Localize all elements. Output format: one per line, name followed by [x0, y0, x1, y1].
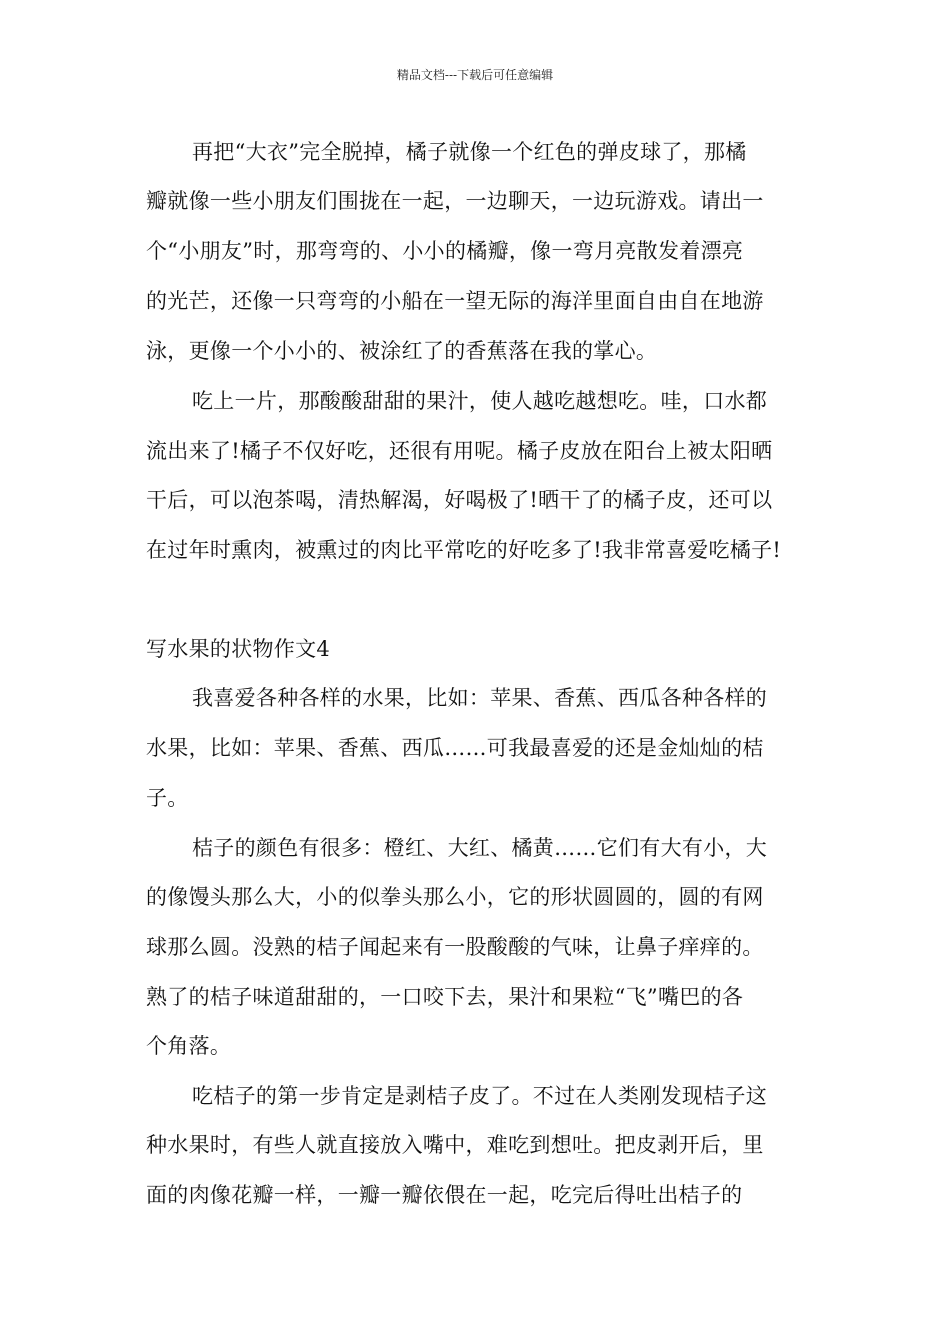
- text-line: 水果，比如：苹果、香蕉、西瓜……可我最喜爱的还是金灿灿的桔: [146, 736, 764, 760]
- text-line: 个角落。: [146, 1034, 232, 1058]
- text-line: 瓣就像一些小朋友们围拢在一起，一边聊天，一边玩游戏。请出一: [146, 189, 764, 213]
- text-line: 的光芒，还像一只弯弯的小船在一望无际的海洋里面自由自在地游: [146, 289, 764, 313]
- text-line: 干后，可以泡茶喝，清热解渴，好喝极了!晒干了的橘子皮，还可以: [146, 488, 773, 512]
- page-header: 精品文档---下载后可任意编辑: [396, 68, 554, 82]
- text-line: 球那么圆。没熟的桔子闻起来有一股酸酸的气味，让鼻子痒痒的。: [146, 935, 764, 959]
- text-line: 的像馒头那么大，小的似拳头那么小，它的形状圆圆的，圆的有网: [146, 885, 764, 909]
- text-line: 面的肉像花瓣一样，一瓣一瓣依偎在一起，吃完后得吐出桔子的: [146, 1183, 743, 1207]
- text-line: 子。: [146, 786, 189, 810]
- text-line: 个“小朋友”时，那弯弯的、小小的橘瓣，像一弯月亮散发着漂亮: [146, 239, 744, 263]
- text-line: 桔子的颜色有很多：橙红、大红、橘黄……它们有大有小，大: [192, 836, 768, 860]
- text-line: 种水果时，有些人就直接放入嘴中，难吃到想吐。把皮剥开后，里: [146, 1133, 764, 1157]
- text-line: 我喜爱各种各样的水果，比如：苹果、香蕉、西瓜各种各样的: [192, 686, 768, 710]
- text-line: 在过年时熏肉，被熏过的肉比平常吃的好吃多了!我非常喜爱吃橘子!: [146, 538, 782, 562]
- text-line: 吃桔子的第一步肯定是剥桔子皮了。不过在人类刚发现桔子这: [192, 1084, 768, 1108]
- text-line: 吃上一片，那酸酸甜甜的果汁，使人越吃越想吃。哇，口水都: [192, 389, 768, 413]
- text-line: 熟了的桔子味道甜甜的，一口咬下去，果汁和果粒“飞”嘴巴的各: [146, 985, 744, 1009]
- text-line: 再把“大衣”完全脱掉，橘子就像一个红色的弹皮球了，那橘: [192, 140, 747, 164]
- text-line: 流出来了!橘子不仅好吃，还很有用呢。橘子皮放在阳台上被太阳晒: [146, 439, 773, 463]
- text-line: 泳，更像一个小小的、被涂红了的香蕉落在我的掌心。: [146, 339, 658, 363]
- section-heading: 写水果的状物作文4: [146, 637, 331, 661]
